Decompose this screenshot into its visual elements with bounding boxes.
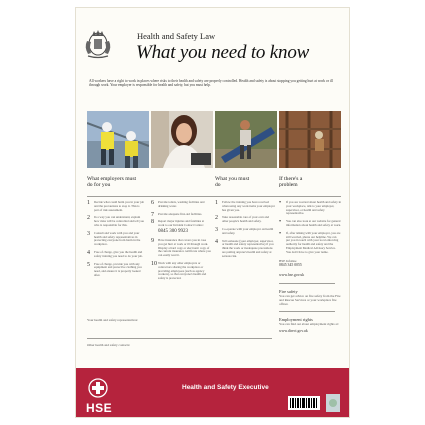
- footer-executive-name: Health and Safety Executive: [182, 384, 269, 391]
- your-duties-list: [215, 201, 275, 263]
- list-item: 4 Tell someone (your employer, supervisor, or health and safety representative) if you think the work or inadequate precautions are putting anyone's health and safety at serious risk.: [215, 238, 274, 258]
- fire-safety-text: You can get advice on fire safety from the Fire and Rescue Services or your workplace fire officer.: [279, 294, 341, 307]
- barcode-icon: [288, 396, 320, 410]
- intro-paragraph: All workers have a right to work in places where risks to their health and safety are properly controlled. Health and safety is about stopping you getting hurt at work or ill through work. Your employer is responsible for health and safety, but you must help.: [89, 79, 333, 88]
- divider: [87, 196, 341, 197]
- photo-construction-scaffold: [279, 111, 341, 168]
- helpline-label: HSE Infoline: [279, 258, 297, 263]
- employment-rights-title: Employment rights: [279, 316, 313, 322]
- poster-headline: What you need to know: [136, 42, 310, 63]
- law-title: Health and Safety Law: [137, 31, 216, 41]
- list-item: 3 Consult and work with you and your health and safety representatives in protecting everyone from harm in the workplace.: [87, 230, 141, 247]
- write-in-representatives: Your health and safety representatives:: [87, 318, 139, 322]
- photo-office-worker: [151, 111, 213, 168]
- hse-website[interactable]: www.hse.gov.uk: [279, 272, 305, 277]
- health-and-safety-poster: [75, 7, 350, 418]
- hse-logo-icon: [87, 378, 109, 398]
- hologram-icon: [326, 394, 340, 412]
- divider: [279, 283, 335, 284]
- list-item: 2 In a way you can understand, explain how risks will be controlled and tell you who is responsible for this.: [87, 215, 144, 227]
- write-in-contacts: Other health and safety contacts:: [87, 342, 131, 347]
- employer-duties-list-a: [87, 201, 145, 282]
- fire-safety-title: Fire safety: [279, 289, 298, 295]
- heading-your-duties: What you must do: [215, 176, 250, 188]
- list-item: 1 Follow the training you have received when using any work items your employer has given you.: [215, 200, 275, 212]
- write-in-section: [87, 318, 272, 347]
- employer-duties-list-b: [151, 201, 211, 285]
- list-item: 10 Work with any other employers or contractors sharing the workplace or providing employees (such as agency workers), so that everyone's health and safety is protected.: [151, 260, 207, 281]
- heading-employers-duties: What employers must do for you: [87, 176, 137, 188]
- photo-worker-ramp: [215, 111, 277, 168]
- list-item: 6 Provide toilets, washing facilities and drinking water.: [151, 200, 205, 208]
- list-item: 3 Co-operate with your employer on health and safety.: [215, 226, 274, 235]
- list-item: 9 Have insurance that covers you in case you get hurt at work or ill through work. Display a hard copy or electronic copy of the current insurance certificate where you can easily read it.: [151, 237, 211, 258]
- list-item: • You can also look at our website for general information about health and safety at work.: [279, 219, 341, 227]
- list-item: 8 Report major injuries and fatalities at work to our Incident Contact Centre: 0845 300 9923: [151, 220, 211, 235]
- divider: [279, 311, 335, 312]
- problem-list: [279, 201, 341, 333]
- footer-band: [76, 368, 350, 418]
- list-item: • If, after talking with your employer, you are still worried, phone our helpline. We can put you in touch with your local enforcing authority for health and safety and the Employment Medical Advisory Service. You don't have to give your name.: [279, 230, 341, 254]
- list-item: 1 Decide what could harm you in your job and the precautions to stop it. This is part of risk assessment.: [87, 200, 145, 212]
- incident-phone: 0845 300 9923: [158, 228, 188, 234]
- employment-rights-text: You can find out about employment rights at:: [279, 321, 339, 326]
- list-item: • If you are worried about health and safety in your workplace, talk to your employer, supervisor, or health and safety representative.: [279, 200, 341, 216]
- list-item: 4 Free of charge, give you the health and safety training you need to do your job.: [87, 249, 143, 258]
- list-item: 2 Take reasonable care of your own and other people's health and safety.: [215, 215, 270, 224]
- photo-workers-harnesses: [87, 111, 149, 168]
- divider: [87, 338, 272, 339]
- royal-crest-icon: [83, 27, 113, 59]
- helpline-phone: 0845 345 0055: [279, 262, 302, 267]
- list-item: 7 Provide adequate first-aid facilities.: [151, 211, 203, 218]
- hse-logo-text: HSE: [86, 401, 113, 415]
- directgov-website[interactable]: www.direct.gov.uk: [279, 328, 308, 333]
- list-item: 5 Free of charge, provide you with any equipment and protective clothing you need, and ensure it is properly looked after.: [87, 261, 142, 277]
- heading-if-problem: If there's a problem: [279, 176, 303, 188]
